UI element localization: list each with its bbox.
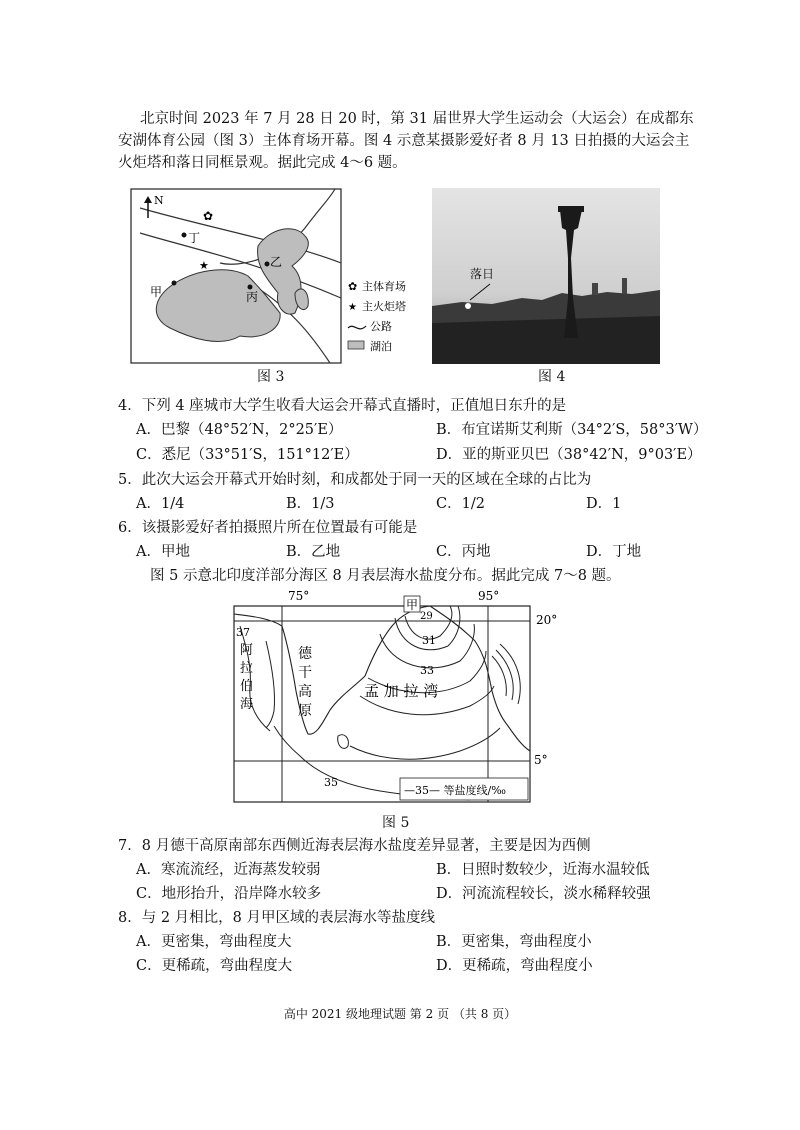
bay-of-bengal-label: 孟 加 拉 湾 — [364, 682, 439, 700]
label-bing: 丙 — [246, 290, 259, 304]
stadium-icon: ✿ — [203, 209, 214, 223]
label-yi: 乙 — [270, 255, 283, 269]
question-7: 7．8 月德干高原南部东西侧近海表层海水盐度差异显著，主要是因为西侧 — [118, 838, 591, 854]
point-yi — [265, 262, 270, 267]
point-jia — [172, 281, 177, 286]
intro-line-3: 火炬塔和落日同框景观。据此完成 4～6 题。 — [118, 155, 407, 171]
question-8: 8．与 2 月相比，8 月甲区域的表层海水等盐度线 — [118, 910, 436, 926]
q4-option-d: D．亚的斯亚贝巴（38°42′N，9°03′E） — [436, 447, 702, 463]
q4-option-b: B．布宜诺斯艾利斯（34°2′S，58°3′W） — [436, 422, 708, 438]
q7-option-a: A．寒流流经，近海蒸发较弱 — [136, 862, 321, 878]
legend-torch: 主火炬塔 — [362, 300, 406, 313]
iso-29-label: 29 — [420, 611, 433, 622]
figure-3-caption: 图 3 — [257, 369, 285, 385]
q8-option-a: A．更密集，弯曲程度大 — [136, 934, 292, 950]
figure-5-caption: 图 5 — [382, 815, 410, 831]
q6-option-b: B．乙地 — [286, 544, 341, 560]
q4-option-c: C．悉尼（33°51′S，151°12′E） — [136, 447, 359, 463]
q7-option-c: C．地形抬升，沿岸降水较多 — [136, 886, 322, 902]
intro-2: 图 5 示意北印度洋部分海区 8 月表层海水盐度分布。据此完成 7～8 题。 — [150, 568, 621, 584]
deccan-char-2: 干 — [298, 665, 312, 681]
iso-33-label: 33 — [420, 664, 434, 677]
figure-3-map — [130, 188, 416, 366]
intro-line-1: 北京时间 2023 年 7 月 28 日 20 时，第 31 届世界大学生运动会（大运会）在成都东 — [140, 111, 694, 127]
arabian-sea-char-4: 海 — [240, 697, 254, 712]
intro-paragraph — [118, 108, 718, 174]
figure-5-map — [230, 586, 560, 810]
legend-lake: 湖泊 — [370, 340, 392, 353]
road-legend-icon — [348, 326, 366, 329]
svg-text:★: ★ — [348, 302, 357, 313]
question-4: 4．下列 4 座城市大学生收看大运会开幕式直播时，正值旭日东升的是 — [118, 398, 567, 414]
setting-sun-icon — [465, 303, 471, 309]
isohaline-legend: —35— 等盐度线/‰ — [404, 784, 506, 797]
q5-option-a: A．1/4 — [136, 496, 185, 512]
q7-option-b: B．日照时数较少，近海水温较低 — [436, 862, 650, 878]
figure-4-caption: 图 4 — [538, 369, 566, 385]
point-bing — [248, 285, 253, 290]
figure-4-photo — [432, 188, 660, 364]
fig5-jia-label: 甲 — [406, 598, 419, 612]
intro-line-2: 安湖体育公园（图 3）主体育场开幕。图 4 示意某摄影爱好者 8 月 13 日拍摄的大运会主 — [118, 133, 690, 149]
q6-option-d: D．丁地 — [586, 544, 642, 560]
q5-option-c: C．1/2 — [436, 496, 485, 512]
q8-option-c: C．更稀疏，弯曲程度大 — [136, 958, 293, 974]
q6-option-c: C．丙地 — [436, 544, 491, 560]
label-jia: 甲 — [150, 285, 163, 299]
question-6: 6．该摄影爱好者拍摄照片所在位置最有可能是 — [118, 520, 418, 536]
lat-5-label: 5° — [534, 753, 548, 767]
iso-35-label: 35 — [324, 776, 338, 789]
label-ding: 丁 — [188, 231, 201, 245]
iso-37-label: 37 — [236, 626, 250, 639]
q5-option-d: D．1 — [586, 496, 622, 512]
q7-option-d: D．河流流程较长，淡水稀释较强 — [436, 886, 651, 902]
arabian-sea-char-2: 拉 — [240, 661, 254, 676]
iso-31-label: 31 — [422, 634, 436, 647]
q8-option-d: D．更稀疏，弯曲程度小 — [436, 958, 593, 974]
q8-option-b: B．更密集，弯曲程度小 — [436, 934, 592, 950]
deccan-char-1: 德 — [298, 646, 312, 662]
question-5: 5．此次大运会开幕式开始时刻，和成都处于同一天的区域在全球的占比为 — [118, 472, 592, 488]
legend-stadium: 主体育场 — [362, 280, 406, 293]
deccan-char-3: 高 — [298, 684, 312, 700]
q5-option-b: B．1/3 — [286, 496, 335, 512]
torch-icon: ★ — [199, 259, 209, 272]
arabian-sea-char-1: 阿 — [240, 643, 254, 658]
page-footer: 高中 2021 级地理试题 第 2 页 （共 8 页） — [283, 1007, 517, 1021]
sunset-label: 落日 — [470, 267, 495, 281]
lon-75-label: 75° — [288, 589, 310, 603]
deccan-char-4: 原 — [298, 703, 312, 719]
legend-road: 公路 — [370, 320, 392, 333]
svg-text:✿: ✿ — [348, 280, 358, 293]
lat-20-label: 20° — [536, 613, 558, 627]
lake-legend-icon — [348, 341, 364, 349]
arabian-sea-char-3: 伯 — [240, 679, 254, 694]
q4-option-a: A．巴黎（48°52′N，2°25′E） — [136, 422, 343, 438]
q6-option-a: A．甲地 — [136, 544, 190, 560]
north-label: N — [154, 194, 164, 207]
point-ding — [182, 233, 187, 238]
lon-95-label: 95° — [478, 589, 500, 603]
